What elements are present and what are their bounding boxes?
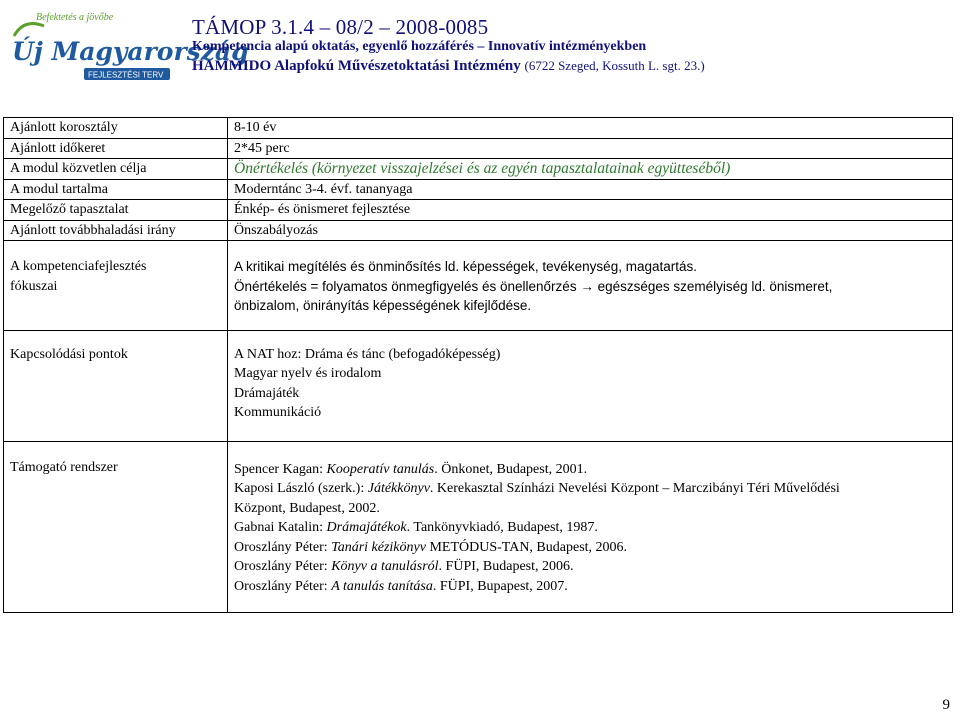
label-tartalma: A modul tartalma [4, 179, 228, 200]
reference-item: Központ, Budapest, 2002. [234, 500, 380, 516]
uj-magyarorszag-logo [8, 6, 249, 86]
table-row [4, 138, 953, 159]
value-kapcsolodasi [228, 330, 953, 441]
reference-item: Oroszlány Péter: Könyv a tanulásról. FÜPI, Budapest, 2006. [234, 559, 574, 574]
kapcsolodasi-item: Kommunikáció [234, 405, 322, 420]
institution-address: (6722 Szeged, Kossuth L. sgt. 23.) [524, 58, 705, 73]
label-tovabb: Ajánlott továbbhaladási irány [4, 220, 228, 241]
label-elozo: Megelőző tapasztalat [4, 200, 228, 221]
logo [8, 6, 249, 86]
label-fokusz-line2: fókuszai [10, 278, 58, 294]
reference-item: Oroszlány Péter: Tanári kézikönyv METÓDUS-TAN, Budapest, 2006. [234, 539, 628, 555]
table-row [4, 118, 953, 139]
module-info-table [3, 117, 953, 613]
label-fokusz-line1: A kompetenciafejlesztés [10, 259, 147, 274]
reference-item: Spencer Kagan: Kooperatív tanulás. Önkonet, Budapest, 2001. [234, 461, 588, 477]
table-row [4, 330, 953, 441]
kapcsolodasi-item: Drámajáték [234, 385, 300, 401]
reference-item: Oroszlány Péter: A tanulás tanítása. FÜPI, Bupapest, 2007. [234, 578, 568, 594]
label-celja: A modul közvetlen célja [4, 159, 228, 180]
reference-item: Kaposi László (szerk.): Játékkönyv. Kerekasztal Színházi Nevelési Központ – Marczibányi Téri Művelődési [234, 481, 840, 496]
logo-subtitle: FEJLESZTÉSI TERV [88, 70, 164, 80]
value-elozo: Énkép- és önismeret fejlesztése [228, 200, 953, 221]
value-tovabb: Önszabályozás [228, 220, 953, 241]
value-tamogato [228, 441, 953, 613]
project-title: TÁMOP 3.1.4 – 08/2 – 2008-0085 [192, 15, 489, 39]
page-number: 9 [942, 697, 950, 713]
table-row [4, 200, 953, 221]
value-celja: Önértékelés (környezet visszajelzései és az egyén tapasztalatainak együtteséből) [228, 159, 953, 180]
label-korosztaly: Ajánlott korosztály [4, 118, 228, 139]
fokusz-line3: önbizalom, önirányítás képességének kifejlődése. [234, 298, 532, 313]
label-fokusz [4, 241, 228, 331]
value-korosztaly: 8-10 év [228, 118, 953, 139]
value-fokusz [228, 241, 953, 331]
value-tartalma: Moderntánc 3-4. évf. tananyaga [228, 179, 953, 200]
fokusz-line2: Önértékelés = folyamatos önmegfigyelés és önellenőrzés → egészséges személyiség ld. önismeret, [234, 278, 833, 294]
logo-tagline: Befektetés a jövőbe [36, 12, 114, 23]
label-idokeret: Ajánlott időkeret [4, 138, 228, 159]
value-idokeret: 2*45 perc [228, 138, 953, 159]
fokusz-line1: A kritikai megítélés és önminősítés ld. képességek, tevékenység, magatartás. [234, 259, 697, 274]
project-subtitle: Kompetencia alapú oktatás, egyenlő hozzáférés – Innovatív intézményekben [192, 39, 647, 54]
reference-item: Gabnai Katalin: Drámajátékok. Tankönyvkiadó, Budapest, 1987. [234, 520, 598, 535]
label-tamogato: Támogató rendszer [4, 441, 228, 613]
document-header [192, 16, 952, 76]
logo-name: Új Magyarország [12, 37, 249, 66]
label-kapcsolodasi: Kapcsolódási pontok [4, 330, 228, 441]
table-row [4, 220, 953, 241]
kapcsolodasi-item: A NAT hoz: Dráma és tánc (befogadóképesség) [234, 346, 501, 362]
kapcsolodasi-item: Magyar nyelv és irodalom [234, 366, 382, 381]
institution-name: HAMMIDO Alapfokú Művészetoktatási Intézmény [192, 58, 521, 74]
institution-line [192, 56, 952, 76]
table-row [4, 179, 953, 200]
table-row [4, 241, 953, 331]
table-row [4, 159, 953, 180]
table-row [4, 441, 953, 613]
